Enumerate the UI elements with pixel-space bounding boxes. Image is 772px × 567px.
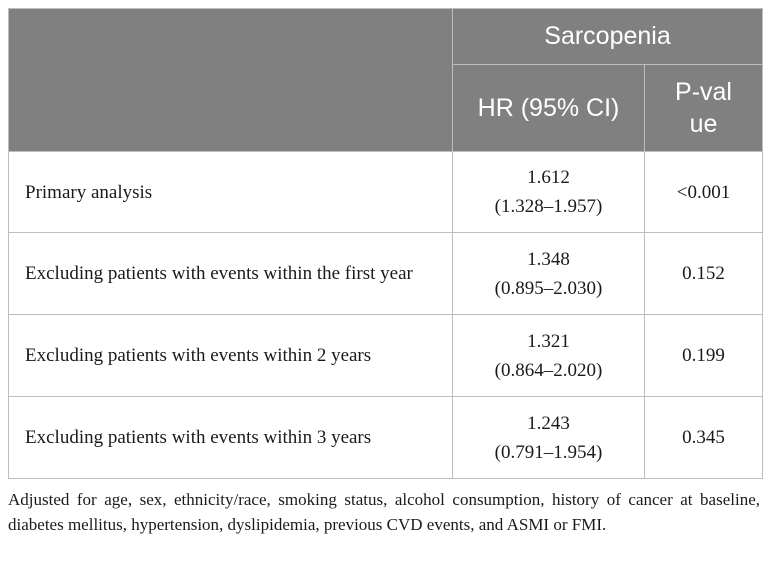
header-corner-cell xyxy=(9,9,453,152)
row-label: Primary analysis xyxy=(9,152,453,233)
header-hr-ci: HR (95% CI) xyxy=(453,65,645,152)
p-value-cell: 0.345 xyxy=(645,397,763,479)
p-value-cell: 0.152 xyxy=(645,233,763,315)
table-figure xyxy=(8,8,762,537)
hr-value: 1.321 xyxy=(527,330,570,352)
sensitivity-analysis-table xyxy=(8,8,763,479)
header-p-value-text: P-value xyxy=(675,78,732,138)
hr-value: 1.243 xyxy=(527,412,570,434)
ci-value: (0.895–2.030) xyxy=(494,277,603,299)
table-row xyxy=(9,315,763,397)
table-row xyxy=(9,233,763,315)
table-row xyxy=(9,152,763,233)
row-label: Excluding patients with events within 2 years xyxy=(9,315,453,397)
row-label: Excluding patients with events within the first year xyxy=(9,233,453,315)
hr-cell xyxy=(453,152,645,233)
hr-cell xyxy=(453,397,645,479)
header-p-value xyxy=(645,65,763,152)
table-row xyxy=(9,397,763,479)
header-group-sarcopenia: Sarcopenia xyxy=(453,9,763,65)
hr-cell xyxy=(453,233,645,315)
table-footnote: Adjusted for age, sex, ethnicity/race, smoking status, alcohol consumption, history of cancer at baseline, diabetes mellitus, hypertension, dyslipidemia, previous CVD events, and ASMI or FMI. xyxy=(8,490,760,534)
ci-value: (0.864–2.020) xyxy=(494,359,603,381)
ci-value: (1.328–1.957) xyxy=(494,196,603,217)
hr-value: 1.348 xyxy=(527,248,570,270)
hr-cell xyxy=(453,315,645,397)
p-value-cell: 0.199 xyxy=(645,315,763,397)
row-label: Excluding patients with events within 3 years xyxy=(9,397,453,479)
p-value-cell: <0.001 xyxy=(645,152,763,233)
hr-value: 1.612 xyxy=(527,167,570,188)
ci-value: (0.791–1.954) xyxy=(494,441,603,463)
